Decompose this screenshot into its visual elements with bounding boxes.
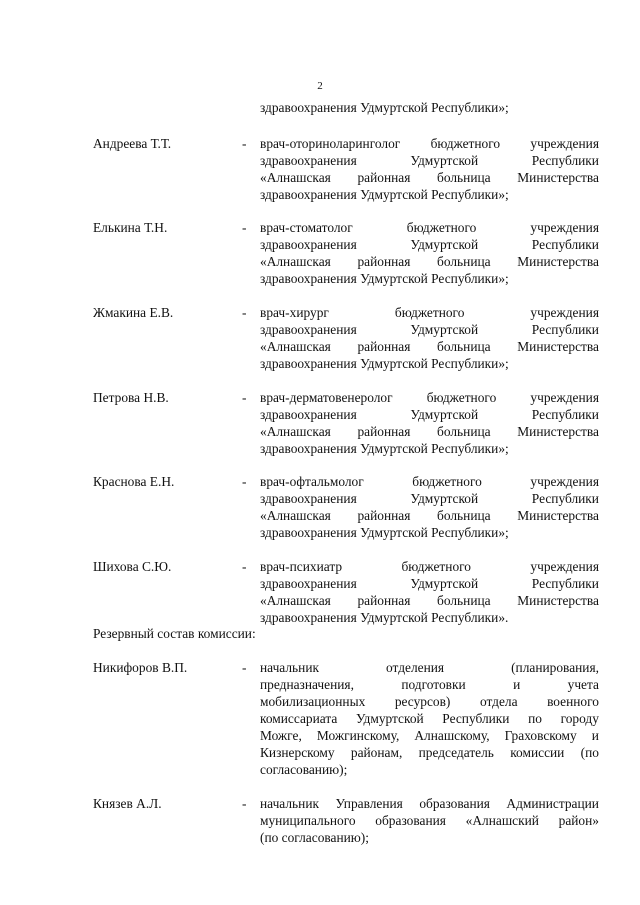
word: отделения [386, 660, 445, 675]
position-line [260, 321, 599, 338]
word: «Алнашская [260, 424, 331, 439]
word: районная [357, 424, 411, 439]
word: Граховскому [504, 728, 577, 743]
member-name: Петрова Н.В. [93, 390, 169, 405]
position-line [260, 727, 599, 744]
position-line [260, 219, 599, 236]
member-name: Шихова С.Ю. [93, 559, 172, 574]
word: учреждения [530, 305, 599, 320]
position-line [260, 558, 599, 575]
position-line [260, 812, 599, 829]
member-position [260, 558, 599, 626]
word: (по [580, 745, 599, 760]
word: учреждения [530, 136, 599, 151]
word: здравоохранения [260, 153, 357, 168]
position-line [260, 524, 599, 541]
separator-dash: - [242, 796, 247, 811]
word: здравоохранения Удмуртской Республики». [260, 610, 509, 625]
separator-dash: - [242, 474, 247, 489]
word: районная [357, 254, 411, 269]
word: учреждения [530, 474, 599, 489]
word: бюджетного [394, 305, 465, 320]
word: Министерства [517, 424, 599, 439]
word: отдела [479, 694, 518, 709]
member-name: Елькина Т.Н. [93, 220, 168, 235]
word: Удмуртской [410, 576, 479, 591]
position-line [260, 338, 599, 355]
word: здравоохранения [260, 576, 357, 591]
word: (по согласованию); [260, 830, 369, 845]
word: Удмуртской [410, 491, 479, 506]
word: Министерства [517, 508, 599, 523]
word: Управления [335, 796, 403, 811]
position-line [260, 389, 599, 406]
member-name: Князев А.Л. [93, 796, 162, 811]
page-number: 2 [317, 80, 323, 92]
separator-dash: - [242, 390, 247, 405]
position-line [260, 406, 599, 423]
word: районная [357, 339, 411, 354]
member-position [260, 473, 599, 541]
position-line [260, 355, 599, 372]
word: Министерства [517, 339, 599, 354]
word: Министерства [517, 170, 599, 185]
word: бюджетного [401, 559, 472, 574]
position-line [260, 676, 599, 693]
word: район» [558, 813, 599, 828]
word: учета [567, 677, 599, 692]
word: Можгинскому, [316, 728, 400, 743]
word: здравоохранения Удмуртской Республики»; [260, 356, 509, 371]
position-line [260, 169, 599, 186]
word: врач-оториноларинголог [260, 136, 401, 151]
word: Республики [531, 153, 599, 168]
reserve-section-title: Резервный состав комиссии: [93, 626, 256, 641]
word: бюджетного [430, 136, 501, 151]
position-line [260, 659, 599, 676]
word: больница [437, 508, 491, 523]
word: здравоохранения Удмуртской Республики»; [260, 271, 509, 286]
word: Администрации [506, 796, 599, 811]
word: учреждения [530, 220, 599, 235]
word: Удмуртской [355, 711, 424, 726]
word: по [528, 711, 542, 726]
word: Удмуртской [410, 237, 479, 252]
word: «Алнашский [465, 813, 539, 828]
word: районная [357, 170, 411, 185]
position-line [260, 490, 599, 507]
member-name: Краснова Е.Н. [93, 474, 175, 489]
position-line [260, 795, 599, 812]
word: председатель [418, 745, 494, 760]
member-name: Жмакина Е.В. [93, 305, 174, 320]
member-position [260, 795, 599, 846]
position-line [260, 829, 599, 846]
word: мобилизационных [260, 694, 366, 709]
position-line [260, 152, 599, 169]
word: согласованию); [260, 762, 348, 777]
word: Можге, [260, 728, 302, 743]
word: образования [419, 796, 490, 811]
word: Республики [531, 576, 599, 591]
word: и [513, 677, 521, 692]
word: здравоохранения Удмуртской Республики»; [260, 525, 509, 540]
position-line [260, 236, 599, 253]
member-position [260, 389, 599, 457]
word: комиссии [510, 745, 565, 760]
position-line [260, 473, 599, 490]
word: Республики [442, 711, 510, 726]
word: районная [357, 593, 411, 608]
word: врач-хирург [260, 305, 329, 320]
position-line [260, 186, 599, 203]
word: врач-офтальмолог [260, 474, 364, 489]
word: комиссариата [260, 711, 338, 726]
word: врач-психиатр [260, 559, 343, 574]
word: здравоохранения Удмуртской Республики»; [260, 441, 509, 456]
word: больница [437, 339, 491, 354]
word: Республики [531, 237, 599, 252]
position-line [260, 304, 599, 321]
word: Алнашскому, [414, 728, 490, 743]
word: Удмуртской [410, 153, 479, 168]
word: городу [560, 711, 599, 726]
word: здравоохранения Удмуртской Республики»; [260, 187, 509, 202]
word: врач-стоматолог [260, 220, 353, 235]
position-line [260, 440, 599, 457]
position-line [260, 609, 599, 626]
word: и [591, 728, 599, 743]
word: Министерства [517, 593, 599, 608]
word: начальник [260, 660, 319, 675]
position-line [260, 423, 599, 440]
word: «Алнашская [260, 593, 331, 608]
word: бюджетного [406, 220, 477, 235]
word: военного [547, 694, 599, 709]
word: «Алнашская [260, 254, 331, 269]
word: Республики [531, 322, 599, 337]
word: бюджетного [412, 474, 482, 489]
member-name: Никифоров В.П. [93, 660, 188, 675]
word: врач-дерматовенеролог [260, 390, 393, 405]
position-line [260, 507, 599, 524]
position-line [260, 744, 599, 761]
word: подготовки [401, 677, 466, 692]
word: «Алнашская [260, 170, 331, 185]
word: учреждения [530, 390, 599, 405]
position-line [260, 575, 599, 592]
separator-dash: - [242, 305, 247, 320]
word: (планирования, [511, 660, 599, 675]
word: Удмуртской [410, 407, 479, 422]
word: Министерства [517, 254, 599, 269]
word: здравоохранения [260, 491, 357, 506]
word: Республики [531, 407, 599, 422]
word: больница [437, 593, 491, 608]
word: Кизнерскому [260, 745, 335, 760]
word: «Алнашская [260, 508, 331, 523]
word: Республики [531, 491, 599, 506]
separator-dash: - [242, 136, 247, 151]
word: образования [375, 813, 446, 828]
position-line [260, 270, 599, 287]
continuation-line: здравоохранения Удмуртской Республики»; [260, 100, 509, 115]
word: предназначения, [260, 677, 354, 692]
word: учреждения [530, 559, 599, 574]
word: районная [357, 508, 411, 523]
member-name: Андреева Т.Т. [93, 136, 172, 151]
word: «Алнашская [260, 339, 331, 354]
word: больница [437, 424, 491, 439]
word: здравоохранения [260, 322, 357, 337]
word: районам, [350, 745, 403, 760]
separator-dash: - [242, 220, 247, 235]
word: больница [437, 170, 491, 185]
word: больница [437, 254, 491, 269]
position-line [260, 761, 599, 778]
word: бюджетного [426, 390, 497, 405]
separator-dash: - [242, 660, 247, 675]
member-position [260, 659, 599, 778]
position-line [260, 135, 599, 152]
word: ресурсов) [394, 694, 451, 709]
member-position [260, 135, 599, 203]
word: муниципального [260, 813, 356, 828]
position-line [260, 710, 599, 727]
word: здравоохранения [260, 237, 357, 252]
member-position [260, 219, 599, 287]
position-line [260, 693, 599, 710]
position-line [260, 253, 599, 270]
word: здравоохранения [260, 407, 357, 422]
word: начальник [260, 796, 319, 811]
member-position [260, 304, 599, 372]
position-line [260, 592, 599, 609]
word: Удмуртской [410, 322, 479, 337]
separator-dash: - [242, 559, 247, 574]
